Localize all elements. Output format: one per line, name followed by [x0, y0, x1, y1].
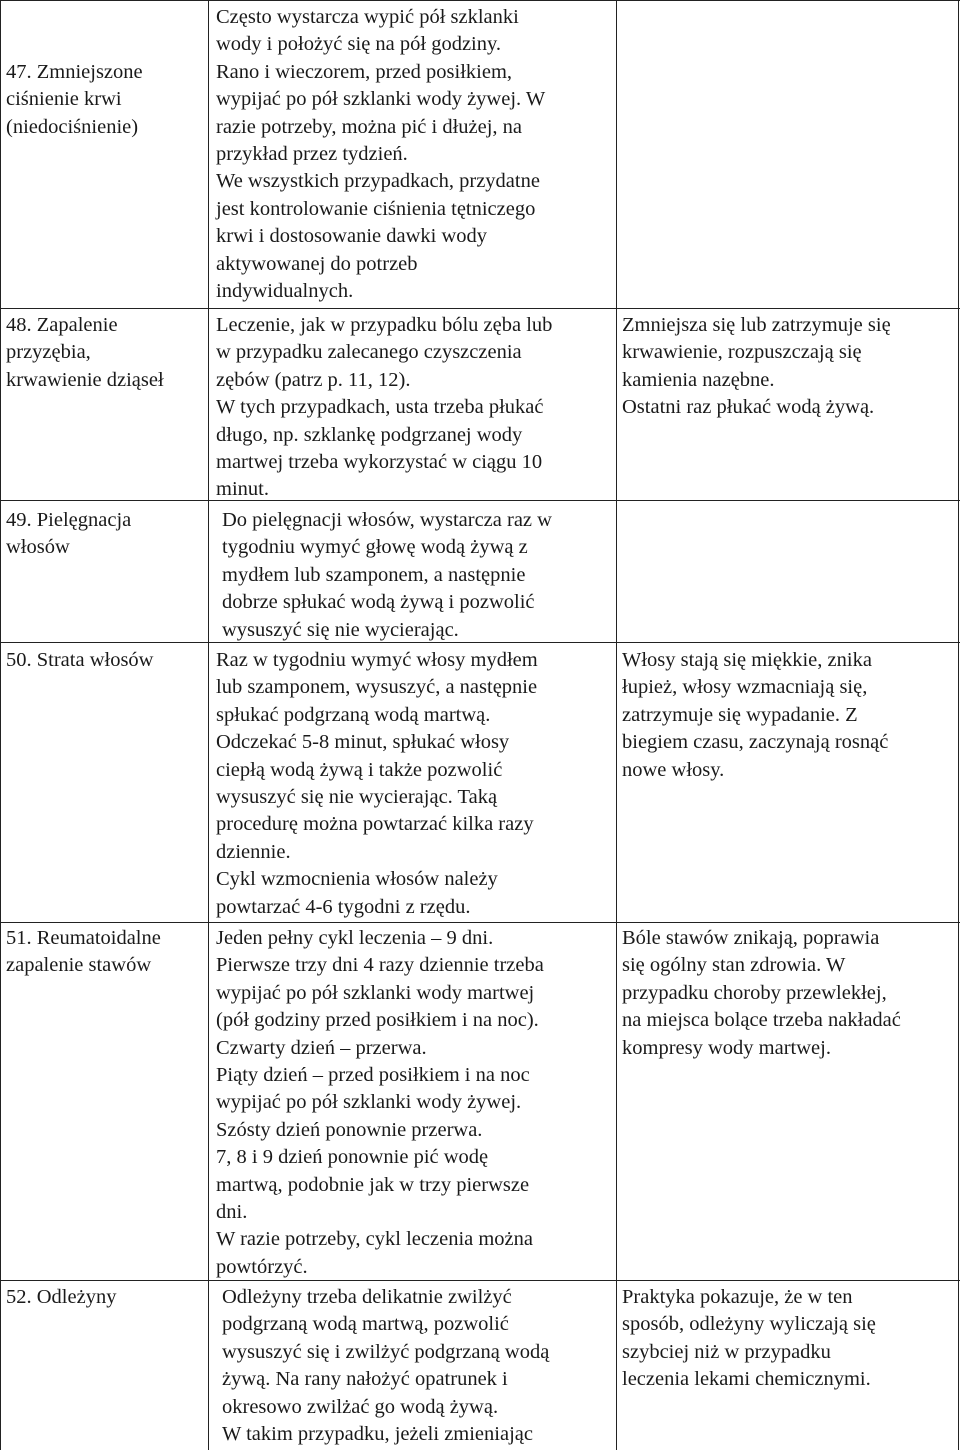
column-divider: [616, 0, 617, 1450]
condition-cell: 47. Zmniejszone ciśnienie krwi (niedociśnienie): [6, 61, 143, 138]
treatment-cell: Często wystarcza wypić pół szklanki wody i położyć się na pół godziny. Rano i wieczorem, przed posiłkiem, wypijać po pół szklanki wody żywej. W razie potrzeby, można pić i dłużej, na przykład przez tydzień. We wszystkich przypadkach, przydatne jest kontrolowanie ciśnienia tętniczego krwi i dostosowanie dawki wody aktywowanej do potrzeb indywidualnych.: [216, 6, 546, 303]
result-cell: Bóle stawów znikają, poprawia się ogólny stan zdrowia. W przypadku choroby przewlekłej, na miejsca bolące trzeba nakładać kompresy wody martwej.: [622, 927, 901, 1059]
condition-cell: 51. Reumatoidalne zapalenie stawów: [6, 927, 161, 977]
treatment-cell: Odleżyny trzeba delikatnie zwilżyć podgrzaną wodą martwą, pozwolić wysuszyć się i zwilżyć podgrzaną wodą żywą. Na rany nałożyć opatrunek i okresowo zwilżać go wodą żywą. W takim przypadku, jeżeli zmieniając: [222, 1286, 550, 1446]
result-cell: Włosy stają się miękkie, znika łupież, włosy wzmacniają się, zatrzymuje się wypadanie. Z biegiem czasu, zaczynają rosnąć nowe włosy.: [622, 649, 889, 781]
table-border-right: [958, 0, 959, 1450]
column-divider: [208, 0, 209, 1450]
table-border-left: [0, 0, 1, 1450]
condition-cell: 52. Odleżyny: [6, 1286, 117, 1308]
result-cell: Zmniejsza się lub zatrzymuje się krwawienie, rozpuszczają się kamienia nazębne. Ostatni raz płukać wodą żywą.: [622, 314, 891, 419]
treatment-cell: Do pielęgnacji włosów, wystarcza raz w tygodniu wymyć głowę wodą żywą z mydłem lub szamponem, a następnie dobrze spłukać wodą żywą i pozwolić wysuszyć się nie wycierając.: [222, 509, 552, 641]
row-divider: [0, 308, 960, 309]
result-cell: Praktyka pokazuje, że w ten sposób, odleżyny wyliczają się szybciej niż w przypadku leczenia lekami chemicznymi.: [622, 1286, 876, 1391]
row-divider: [0, 922, 960, 923]
condition-cell: 48. Zapalenie przyzębia, krwawienie dziąseł: [6, 314, 164, 391]
treatment-cell: Raz w tygodniu wymyć włosy mydłem lub szamponem, wysuszyć, a następnie spłukać podgrzaną wodą martwą. Odczekać 5-8 minut, spłukać włosy ciepłą wodą żywą i także pozwolić wysuszyć się nie wycierając. Taką procedurę można powtarzać kilka razy dziennie. Cykl wzmocnienia włosów należy powtarzać 4-6 tygodni z rzędu.: [216, 649, 538, 918]
condition-cell: 49. Pielęgnacja włosów: [6, 509, 132, 559]
condition-cell: 50. Strata włosów: [6, 649, 154, 671]
row-divider: [0, 0, 960, 1]
treatment-cell: Jeden pełny cykl leczenia – 9 dni. Pierwsze trzy dni 4 razy dziennie trzeba wypijać po pół szklanki wody martwej (pół godziny przed posiłkiem i na noc). Czwarty dzień – przerwa. Piąty dzień – przed posiłkiem i na noc wypijać po pół szklanki wody żywej. Szósty dzień ponownie przerwa. 7, 8 i 9 dzień ponownie pić wodę martwą, podobnie jak w trzy pierwsze dni. W razie potrzeby, cykl leczenia można powtórzyć.: [216, 927, 544, 1278]
treatment-cell: Leczenie, jak w przypadku bólu zęba lub w przypadku zalecanego czyszczenia zębów (patrz p. 11, 12). W tych przypadkach, usta trzeba płukać długo, np. szklankę podgrzanej wody martwej trzeba wykorzystać w ciągu 10 minut.: [216, 314, 553, 501]
